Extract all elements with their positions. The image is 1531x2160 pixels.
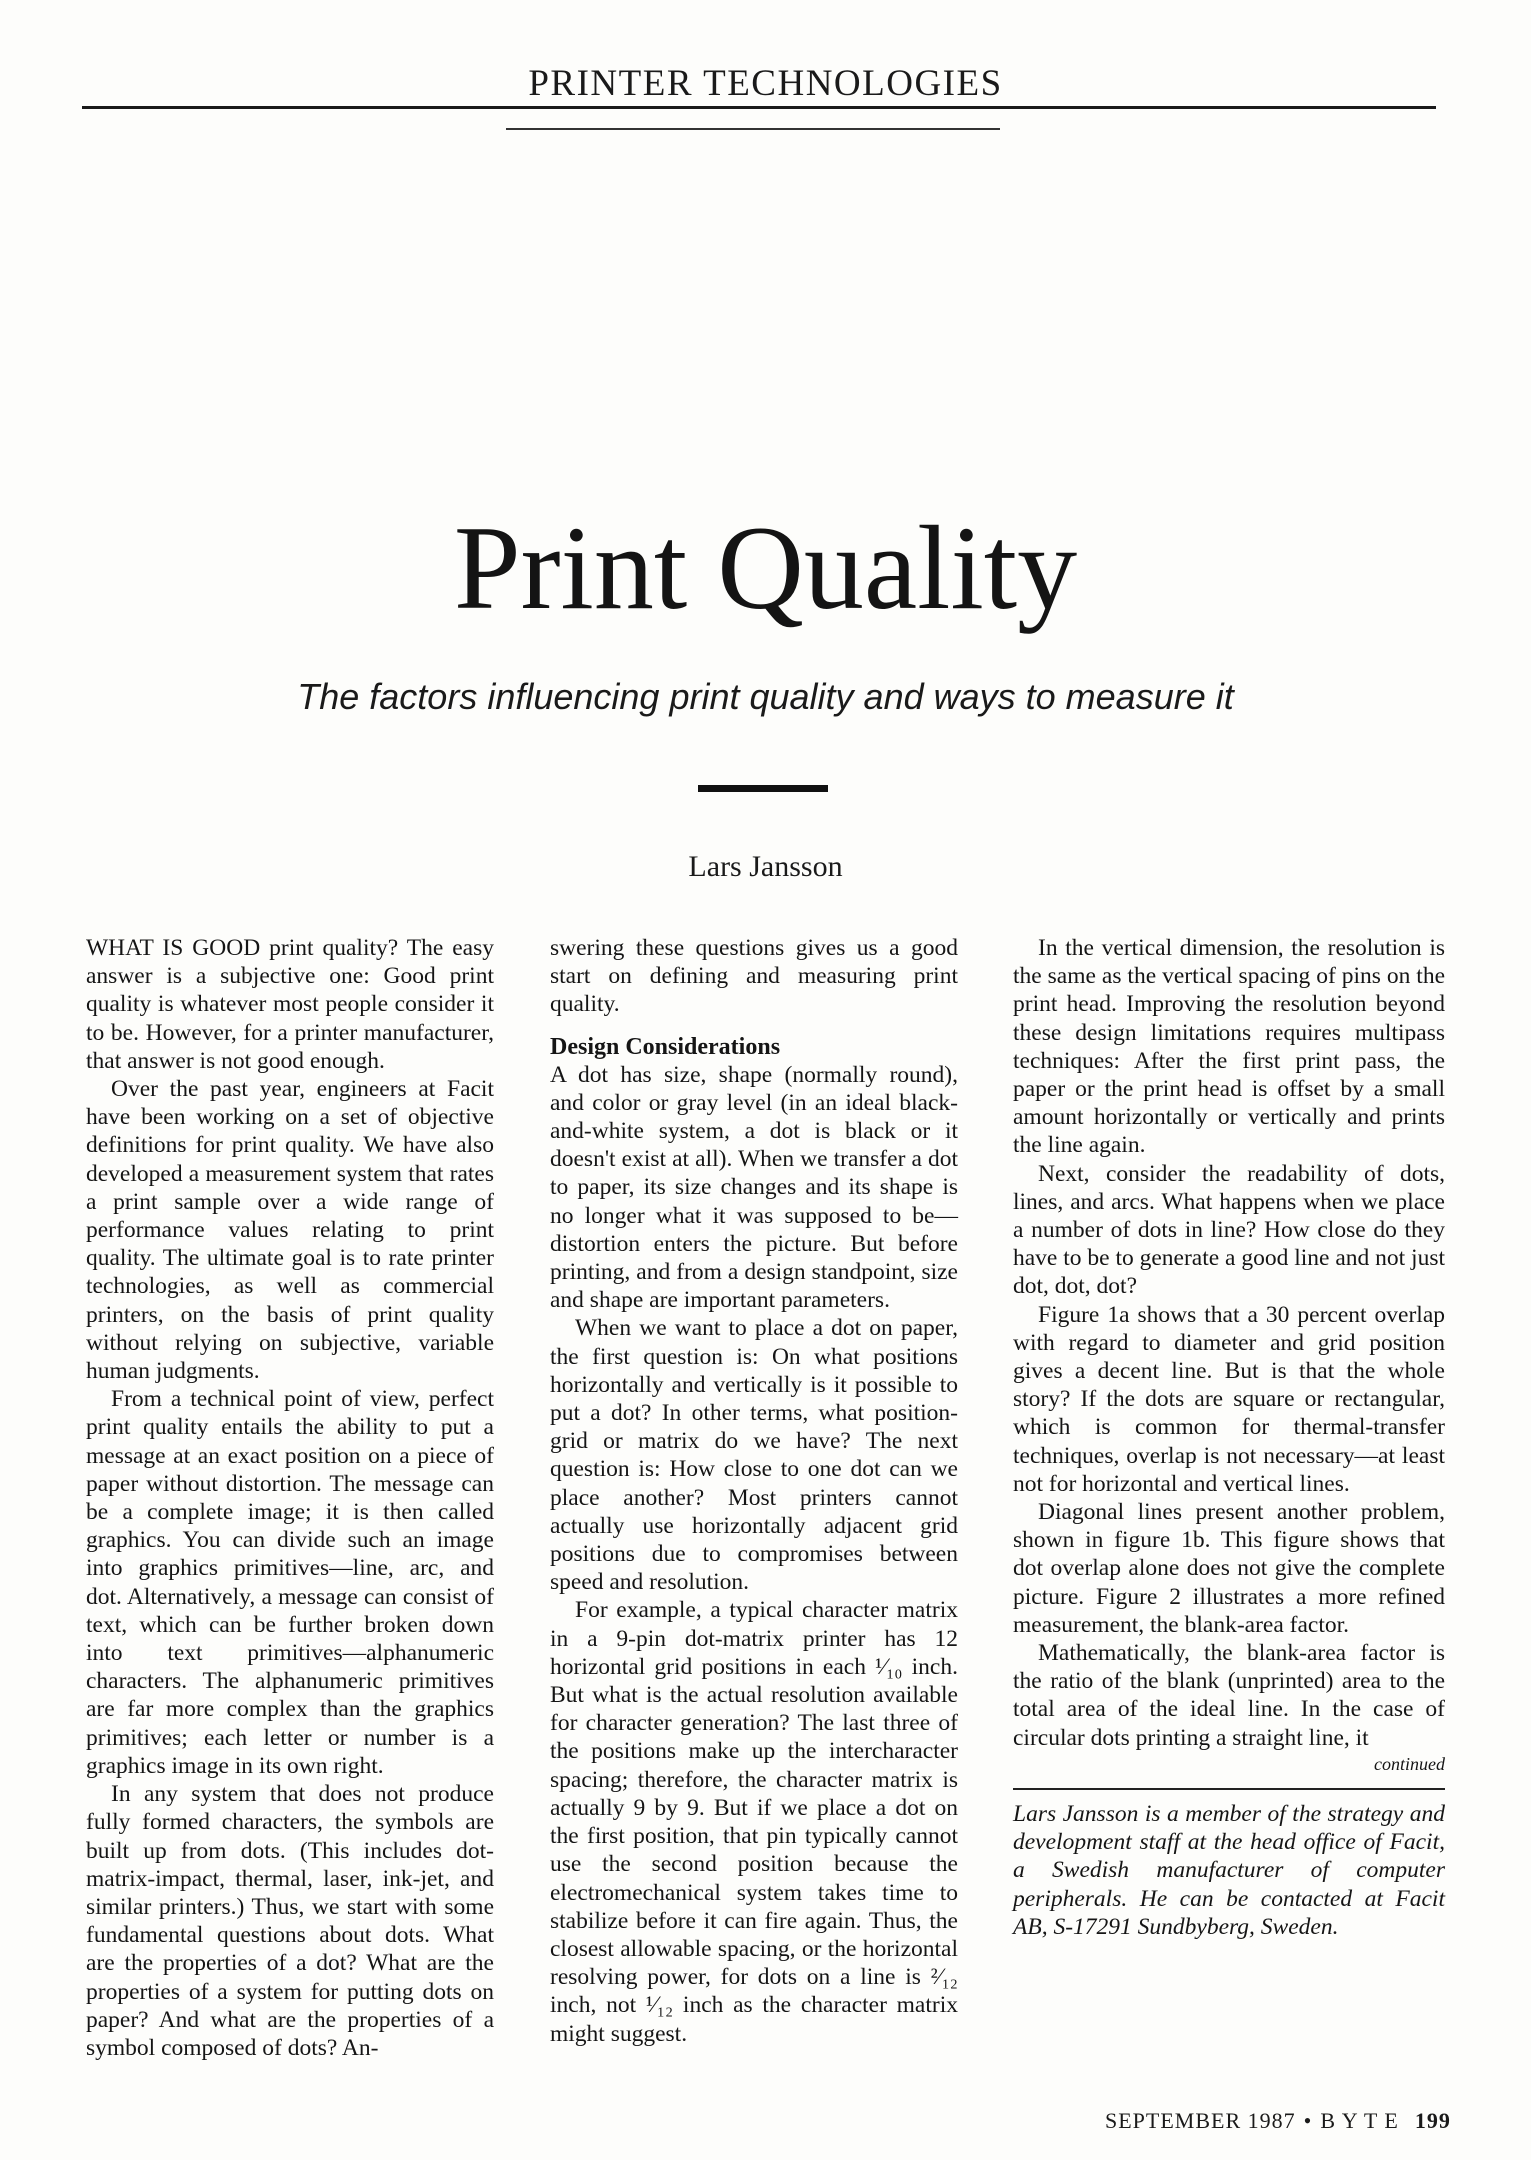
article-subtitle: The factors influencing print quality and ways to measure it (297, 676, 1234, 717)
paragraph: Figure 1a shows that a 30 percent overlap with regard to diameter and grid position gives a decent line. But is that the whole story? If the dots are square or rectangular, which is common for thermal-transfer techniques, overlap is not necessary—at least not for horizontal and vertical lines. (1013, 1301, 1445, 1497)
footer-magazine: B Y T E (1320, 2108, 1399, 2133)
paragraph: WHAT IS GOOD print quality? The easy answer is a subjective one: Good print quality is whatever most people consider it to be. However, for a printer manufacturer, that answer is not good enough. (86, 935, 494, 1074)
paragraph: A dot has size, shape (normally round), and color or gray level (in an ideal black-and-white system, a dot is black or it doesn't exist at all). When we transfer a dot to paper, its size changes and its shape is no longer what it was supposed to be—distortion enters the picture. But before printing, and from a design standpoint, size and shape are important parameters. (550, 1061, 958, 1314)
column-3 (1013, 934, 1445, 1941)
section-heading: Design Considerations (550, 1033, 781, 1060)
paragraph: swering these questions gives us a good start on defining and measuring print quality. (550, 935, 958, 1018)
bullet-separator: • (1303, 2108, 1313, 2133)
footer-date: SEPTEMBER 1987 (1105, 2108, 1296, 2133)
paragraph: In the vertical dimension, the resolution is the same as the vertical spacing of pins on the print head. Improving the resolution beyond these design limitations requires multipass techniques: After the first print pass, the paper or the print head is offset by a small amount horizontally or vertically and prints the line again. (1013, 935, 1445, 1159)
title-divider-bar (698, 785, 828, 792)
paragraph: In any system that does not produce fully formed characters, the symbols are built up from dots. (This includes dot-matrix-impact, thermal, laser, ink-jet, and similar printers.) Thus, we start with some fundamental questions about dots. What are the properties of a dot? What are the properties of a system for putting dots on paper? And what are the properties of a symbol composed of dots? An- (86, 1781, 494, 2061)
section-header: PRINTER TECHNOLOGIES (528, 63, 1003, 104)
column-1 (86, 934, 494, 2062)
bio-divider (1013, 1788, 1445, 1790)
column-2 (550, 934, 958, 2048)
continued-label: continued (1374, 1753, 1445, 1774)
header-rule (82, 106, 1436, 109)
paragraph: Diagonal lines present another problem, shown in figure 1b. This figure shows that dot overlap alone does not give the complete picture. Figure 2 illustrates a more refined measurement, the blank-area factor. (1013, 1499, 1445, 1638)
paragraph: Over the past year, engineers at Facit have been working on a set of objective definitions for print quality. We have also developed a measurement system that rates a print sample over a wide range of performance values relating to print quality. The ultimate goal is to rate printer technologies, as well as commercial printers, on the basis of print quality without relying on subjective, variable human judgments. (86, 1076, 494, 1385)
paragraph: When we want to place a dot on paper, the first question is: On what positions horizontally and vertically is it possible to put a dot? In other terms, what position-grid or matrix do we have? The next question is: How close to one dot can we place another? Most printers cannot actually use horizontally adjacent grid positions due to compromises between speed and resolution. (550, 1315, 958, 1596)
author-bio: Lars Jansson is a member of the strategy and development staff at the head office of Facit, a Swedish manufacturer of computer peripherals. He can be contacted at Facit AB, S-17291 Sundbyberg, Sweden. (1013, 1800, 1445, 1940)
paragraph: From a technical point of view, perfect print quality entails the ability to put a message at an exact position on a piece of paper without distortion. The message can be a complete image; it is then called graphics. You can divide such an image into graphics primitives—line, arc, and dot. Alternatively, a message can consist of text, which can be further broken down into text primitives—alphanumeric characters. The alphanumeric primitives are far more complex than the graphics primitives; each letter or number is a graphics image in its own right. (86, 1386, 494, 1779)
article-author: Lars Jansson (688, 850, 843, 883)
paragraph: Mathematically, the blank-area factor is the ratio of the blank (unprinted) area to the total area of the ideal line. In the case of circular dots printing a straight line, it (1013, 1640, 1445, 1751)
paragraph: Next, consider the readability of dots, lines, and arcs. What happens when we place a number of dots in line? How close do they have to be to generate a good line and not just dot, dot, dot? (1013, 1160, 1446, 1300)
page-footer (1105, 2108, 1451, 2134)
paragraph: For example, a typical character matrix in a 9-pin dot-matrix printer has 12 horizontal grid positions in each ¹⁄₁₀ inch. But what is the actual resolution available for character generation? The last three of the positions make up the intercharacter spacing; therefore, the character matrix is actually 9 by 9. But if we place a dot on the first position, that pin typically cannot use the second position because the electromechanical system takes time to stabilize before it can fire again. Thus, the closest allowable spacing, or the horizontal resolving power, for dots on a line is ²⁄₁₂ inch, not ¹⁄₁₂ inch as the character matrix might suggest. (550, 1597, 958, 2047)
page-number: 199 (1414, 2108, 1451, 2133)
header-subrule (506, 128, 1000, 130)
article-title: Print Quality (453, 501, 1078, 634)
